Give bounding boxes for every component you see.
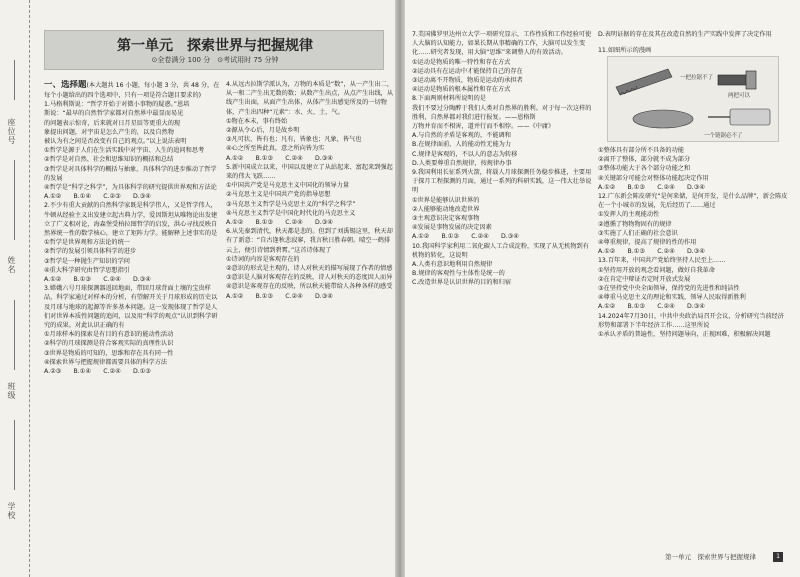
col3-line-8: A.与自然的矛盾是客观的，不能调和 [412,132,511,140]
col1-line-5: ①哲学是源于人们在生活实践中对宇宙、人生的追问和思考 [44,147,205,155]
col3-line-14: ②人能够能动地改造世界 [412,205,480,213]
saw-handle-2 [718,71,756,89]
col2-line-17: A.①② B.①③ C.②④ D.③④ [226,292,333,300]
col4-line-6: A.①② B.①③ C.②④ D.③④ [598,183,705,191]
col4-line-11: ④尊重规律，提高了规律的性的作用 [598,239,697,247]
col4-line-8: ①发挥人的主观能动性 [598,211,660,219]
col2-line-9: ③马克思主义哲学是马克思主义的“科学之科学” [226,200,356,208]
score-time-info: ⊙全卷满分 100 分 ⊙考试用时 75 分钟 [151,56,279,64]
name-label: 姓名 [7,256,16,274]
col4-line-10: ③实施了人们正确的社会意识 [598,229,678,237]
col1-line-0: 1.马格利斯说：“哲学开始于对微小事物的疑惑。”恩培 [44,101,190,109]
col1-line-11: ①哲学是世界观和方法论的统一 [44,239,130,247]
section-heading: 一、选择题 [44,80,87,90]
col2-line-14: ②意识的形式是主观的，诗人对秋天的描写展现了作者的情感 [226,265,393,273]
col4-line-15: ②在肯定中辩证否定时开放式发展 [598,275,691,283]
col4-line-3: ②离开了整体，部分就不成为部分 [598,156,691,164]
col4-line-20: ①承认矛盾的普遍性，坚持问题导向，正视困难，积极解决问题 [598,331,771,339]
col2-line-6: 5.新中国成立以来，中国以及建立了从站起来、富起来到强起来的伟大飞跃…… [226,163,393,181]
col1-line-14: ④重大科学研究由哲学思想指引 [44,266,130,274]
col4-questions [598,146,788,339]
col4-line-12: A.①② B.①③ C.②④ D.③④ [598,248,705,256]
col4-line-4: ③整体功能大于各个部分功能之和 [598,165,691,173]
col3-line-19: A.人类有意识地利用自然规律 [412,261,493,269]
col4-line-17: ④尊重马克思主义的理论和实践，领导人民取得新胜利 [598,294,746,302]
col2-line-2: ②源从令心后，月是故乡明 [226,127,300,135]
col2-line-8: ②马克思主义是中国共产党的指导思想 [226,191,331,199]
col1-line-18: ②科学的月球探测是符合客观实际的真理性认识 [44,340,174,348]
col4-line-9: ②遵循了物物物固有的规律 [598,220,672,228]
col2-line-7: ①中国共产党是马克思主义中国化的领导力量 [226,182,350,190]
page-gutter [395,0,405,577]
col1-questions [44,100,222,376]
col2-line-15: ③意识是人脑对客观存在的反映，诗人对秋天的态度因人而异 [226,274,393,282]
col3-line-12: 9.我国利用长征系列火箭，将载人月球探测任务稳步推进，主要用于探月工程探测的月面，通过一系列的科研实践，这一伟大壮举说明 [412,169,592,195]
col4-line-1: 11.如图所示的漫画 [598,47,652,54]
column-2 [226,80,394,570]
col2-questions [226,80,394,301]
column-1 [44,80,222,570]
col1-line-8: ④哲学是“科学之科学”，为具体科学的研究提供世界观和方法论 [44,184,217,192]
col3-line-20: B.规律的客观性与主体性是统一的 [412,270,505,278]
col1-line-9: A.①② B.①④ C.②③ D.③④ [44,193,151,201]
col1-line-16: 3.嫦娥六号月球探测器返回地面，带回月球背面土壤的宝贵样品，科学家通过对样本的分析，有望解开关于月球形成的历史以及月球与地球的起源等许多基本问题。这一发现体现了哲学是人们对世界本质性问题的追问，以及用“科学的观点”认识到科学研究的成果。对此认识正确的有 [44,285,218,330]
col3-line-15: ③主观意识决定客观事物 [412,215,480,223]
figure-caption-3: 一个链锯必不了 [704,133,743,139]
q11-stem [598,46,788,56]
col3-line-1: ①运动是物质的唯一特性和存在方式 [412,58,511,66]
col2-line-13: ①诗词的内容是客观存在的 [226,255,300,263]
column-3 [412,30,592,560]
col3-line-7: 万物并育而不相害，道并行而不相悖。——《中庸》 [412,123,555,131]
col3-line-0: 7.美国佛罗里达州立大学一项研究显示，工作性质和工作经验可使人大脑的认知能力，如果长期从事精确的工作，大脑可以发生变化……研究者发现，用大脑“思维”来调整人的有效活动。 [412,31,592,57]
col4-line-16: ③在坚持党中央全面领导，保持党的先进性和纯洁性 [598,285,740,293]
col1-line-12: ②哲学的发展引领具体科学的进步 [44,248,137,256]
col4-line-7: 12.广东新会陈皮研究“是何来储，是何开发，是什么品牌”，新会陈皮在一个小城市的发展，先后经历了……通过 [598,193,788,210]
col4-line-2: ①整体具有部分所不具备的功能 [598,147,684,154]
col1-line-7: ③哲学是对具体科学的概括与抽象，具体科学的进步推动了哲学的发展 [44,165,217,182]
col3-line-11: D.人类要尊重自然规律，按规律办事 [412,159,512,167]
seat-number-label: 座位号 [7,118,16,145]
col3-line-5: 8.下面两则材料所说明的是 [412,95,486,103]
figure-caption-1: 一把拉锯不了 [680,75,714,81]
footer-unit: 第一单元 探索世界与把握规律 [665,553,756,561]
col3-line-2: ②运动具有在运动中才能保持自己的存在 [412,67,523,75]
col1-line-17: ①月球样本的探索是有目的有意识的能动性活动 [44,331,174,339]
col2-line-10: ④马克思主义哲学是中国化时代化的马克思主义 [226,209,356,217]
col4-line-5: ④关键部分可能会对整体功能起决定作用 [598,174,709,182]
col1-line-4: 被认为有之间是否改变有自己的观点。”以上说法表明 [44,138,187,146]
col4-line-18: A.①② B.①③ C.②④ D.③④ [598,303,705,311]
col3-line-3: ③运动离不开物质，物质是运动的承担者 [412,77,523,85]
cartoon-figure [607,56,779,142]
page-number: 1 [773,552,783,562]
col2-line-12: 6.从先秦到清代，秋天都是悲的。但到了刘禹锡这里，秋天却有了新意：“自古逢秋悲寂寥，我言秋日胜春朝。晴空一鹤排云上，便引诗情到碧霄。”这首诗体现了 [226,228,393,254]
col2-line-5: A.①② B.①③ C.②④ D.③④ [226,154,333,162]
saw-blade-1 [616,69,672,95]
figure-caption-2: 两把可以 [728,93,751,99]
col2-line-16: ④意识是客观存在的反映，所以秋天能带给人各种各样的感受 [226,283,393,291]
col3-line-17: A.①② B.①③ C.②④ D.③④ [412,233,519,241]
class-label: 班级 [7,382,16,400]
col4-line-14: ①坚持用开放的观念看问题，做好自我革命 [598,266,715,274]
col3-line-10: C.规律是客观的，不以人的意志为转移 [412,150,518,158]
col4-line-13: 13.百年来，中国共产党始终坚持人民至上…… [598,257,726,265]
page-footer [665,552,783,562]
col4-line-19: 14.2024年7月30日，中共中央政治局召开会议，分析研究当前经济形势和部署下半年经济工作……这里所说 [598,312,784,329]
col1-line-2: 的问题表示惊奇，后来就对日月星辰等更重大的现 [44,119,181,127]
column-4 [598,146,788,550]
col3-line-6: 我们不要过分陶醉于我们人类对自然界的胜利。对于每一次这样的胜利，自然界都对我们进行报复。——恩格斯 [412,104,592,121]
col2-line-0: 4.从远古拉斯学派认为，万物的本质是“数”，从一产生出二，从一和二产生出无数的数；从数产生出点，从点产生出线，从线产生出面，从面产生出体，从体产生出感觉所及的一切物体，产生出四种“元素”：水、火、土、气。 [226,81,394,116]
col3-line-21: C.改造世界是认识世界的目的和归宿 [412,279,512,287]
col1-line-19: ③世界是物质的可知的，思维和存在具有同一性 [44,349,174,357]
col1-line-21: A.②③ B.①④ C.②④ D.①③ [44,368,151,376]
col1-line-1: 斯说：“最早的自然哲学家都对自然界中最显而易见 [44,110,184,118]
col4-line-0: D.表明证据的存在及其在改造自然的生产实践中发挥了决定作用 [598,31,772,38]
chain-saw [708,109,770,125]
col2-line-3: ③凡可状，皆有也；凡有，皆象也；凡象，皆气也 [226,136,362,144]
log-shape [633,110,693,128]
col1-line-13: ③哲学是一种抛生产知识的学问 [44,257,130,265]
unit-title: 第一单元 探索世界与把握规律 [117,38,313,54]
col1-line-10: 2.不少有重大贡献的自然科学家既是科学伟人，又是哲学伟人，牛顿从经验主义出发建立起古典力学，爱因斯坦从唯物论出发建立了广义相对论，海森堡受柏拉图哲学的启发，洪心寻找反映自然界统一性的数学核心，建立了矩阵力学。能解释上述事实的是 [44,202,218,238]
col2-line-1: ①物在本末，事有终始 [226,117,288,125]
school-label: 学校 [7,502,16,520]
col3-line-9: B.在规律面前，人的能动性无能为力 [412,141,512,149]
col3-line-16: ④发展是事物发展的决定因素 [412,224,492,232]
unit-banner [44,30,384,70]
col1-line-6: ②哲学是对自然、社会和思维知识的概括和总结 [44,156,174,164]
binding-margin [0,0,30,577]
col2-line-4: ④心之所至皆此真，意之所向皆为实 [226,145,325,153]
col3-questions [412,30,592,288]
saw-cartoon-illustration [608,57,780,143]
col2-line-11: A.①② B.①③ C.②④ D.③④ [226,219,333,227]
col3-line-13: ①世界是能够认识世界的 [412,196,480,204]
col1-line-20: ④探索世界与把握规律都需要具体的科学方法 [44,358,168,366]
section-intro: (本大题共 16 小题，每小题 3 分，共 48 分，在每个小题给出的四个选项中，只有一项是符合题目要求的) [44,82,220,99]
col3-line-18: 10.我国科学家利用二氧化碳人工合成淀粉，实现了从无机物到有机物的转化，这说明 [412,242,589,259]
col1-line-3: 象提出问题，对宇宙是怎么产生的，以及自然物 [44,128,174,136]
col1-line-15: A.①② B.①③ C.②④ D.③④ [44,276,151,284]
col3-line-4: ④运动是物质的根本属性和存在方式 [412,86,511,94]
